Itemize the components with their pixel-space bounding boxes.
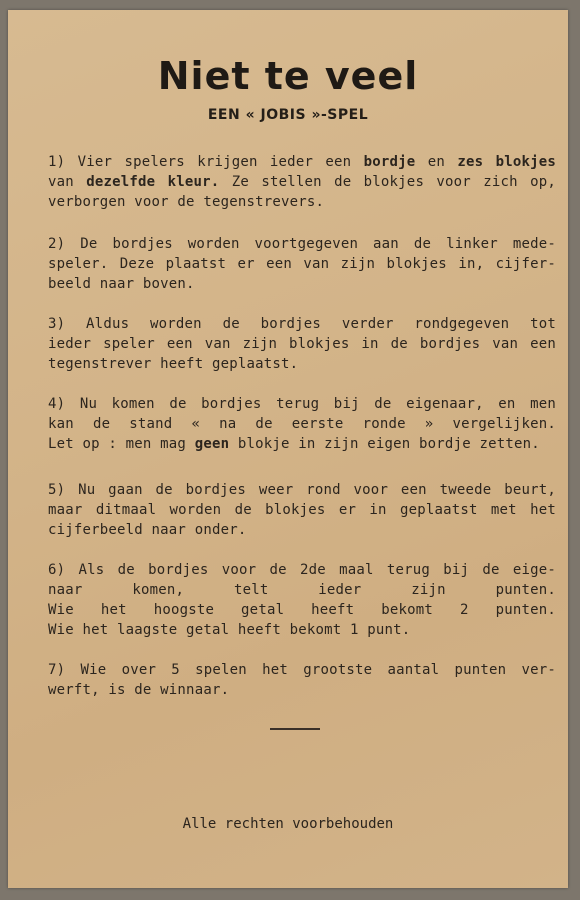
rule-3 xyxy=(48,314,556,374)
rule-1 xyxy=(48,152,556,212)
sheet-subtitle: EEN « JOBIS »-SPEL xyxy=(207,107,369,123)
rule-2 xyxy=(48,234,556,294)
rule-text: beeld naar boven. xyxy=(48,276,195,292)
rule-line xyxy=(48,192,556,212)
rule-text: 5) Nu gaan de bordjes weer rond voor een tweede beurt, xyxy=(48,482,556,498)
rule-line xyxy=(48,254,556,274)
rule-text: 6) Als de bordjes voor de 2de maal terug bij de eige- xyxy=(48,562,556,578)
sheet-title: Niet te veel xyxy=(157,54,419,98)
copyright-notice: Alle rechten voorbehouden xyxy=(182,816,394,832)
rule-4 xyxy=(48,394,556,454)
rule-line xyxy=(48,234,556,254)
rule-text: 3) Aldus worden de bordjes verder rondgegeven tot xyxy=(48,316,556,332)
rule-line xyxy=(48,434,556,454)
emphasis-text: zes blokjes xyxy=(457,154,556,170)
rule-text: 4) Nu komen de bordjes terug bij de eigenaar, en men xyxy=(48,396,556,412)
rule-line xyxy=(48,620,556,640)
rule-line xyxy=(48,520,556,540)
rule-5 xyxy=(48,480,556,540)
rule-line xyxy=(48,580,556,600)
rule-text: Wie het laagste getal heeft bekomt 1 punt. xyxy=(48,622,411,638)
rule-text: speler. Deze plaatst er een van zijn blokjes in, cijfer- xyxy=(48,256,556,272)
rule-text: naar komen, telt ieder zijn punten. xyxy=(48,582,556,598)
rule-text: cijferbeeld naar onder. xyxy=(48,522,247,538)
rule-text: 7) Wie over 5 spelen het grootste aantal punten ver- xyxy=(48,662,556,678)
rule-line xyxy=(48,274,556,294)
rule-line xyxy=(48,414,556,434)
rule-line xyxy=(48,560,556,580)
rule-text: Ze stellen de blokjes voor zich op, xyxy=(219,174,557,190)
rule-text: van xyxy=(48,174,87,190)
divider-rule xyxy=(270,728,320,730)
rule-text: werft, is de winnaar. xyxy=(48,682,230,698)
rule-text: Let op : men mag xyxy=(48,436,195,452)
rule-line xyxy=(48,354,556,374)
rule-line xyxy=(48,480,556,500)
rule-line xyxy=(48,660,556,680)
emphasis-text: dezelfde kleur. xyxy=(86,174,220,190)
rule-text: 1) Vier spelers krijgen ieder een xyxy=(48,154,364,170)
rule-text: 2) De bordjes worden voortgegeven aan de linker mede- xyxy=(48,236,556,252)
rule-line xyxy=(48,500,556,520)
rule-text: Wie het hoogste getal heeft bekomt 2 punten. xyxy=(48,602,556,618)
rule-text: tegenstrever heeft geplaatst. xyxy=(48,356,299,372)
emphasis-text: bordje xyxy=(363,154,416,170)
rule-line xyxy=(48,172,556,192)
rule-text: en xyxy=(415,154,458,170)
rule-text: verborgen voor de tegenstrevers. xyxy=(48,194,325,210)
rule-line xyxy=(48,600,556,620)
instruction-sheet xyxy=(8,10,568,888)
rule-text: maar ditmaal worden de blokjes er in geplaatst met het xyxy=(48,502,556,518)
rule-line xyxy=(48,394,556,414)
rule-7 xyxy=(48,660,556,700)
rule-text: kan de stand « na de eerste ronde » vergelijken. xyxy=(48,416,556,432)
emphasis-text: geen xyxy=(194,436,230,452)
rule-6 xyxy=(48,560,556,640)
rule-line xyxy=(48,680,556,700)
rule-line xyxy=(48,334,556,354)
rule-line xyxy=(48,152,556,172)
rule-line xyxy=(48,314,556,334)
rule-text: ieder speler een van zijn blokjes in de bordjes van een xyxy=(48,336,556,352)
rule-text: blokje in zijn eigen bordje zetten. xyxy=(229,436,540,452)
